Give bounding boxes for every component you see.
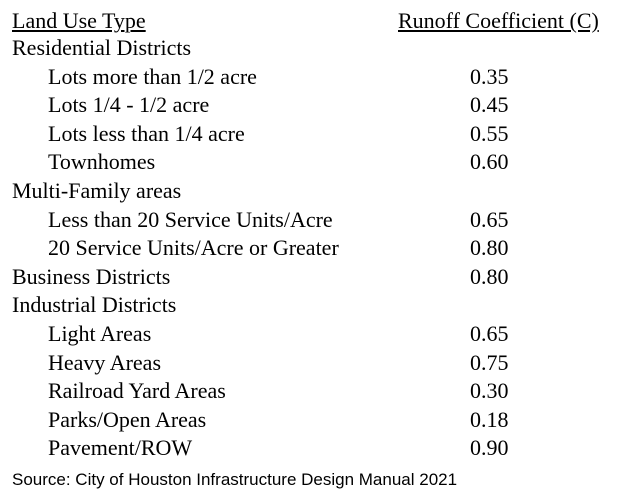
header-land-use-type: Land Use Type [12, 8, 146, 33]
row-label: Railroad Yard Areas [48, 378, 226, 404]
row-label: Lots less than 1/4 acre [48, 120, 245, 146]
row-label: Lots more than 1/2 acre [48, 63, 257, 89]
row-label: Industrial Districts [12, 292, 177, 318]
table-row [12, 434, 632, 463]
row-label: 20 Service Units/Acre or Greater [48, 235, 339, 261]
table-row [12, 206, 632, 235]
row-value: 0.65 [470, 206, 509, 232]
table-row [12, 91, 632, 120]
row-value: 0.65 [470, 320, 509, 346]
row-label: Parks/Open Areas [48, 406, 207, 432]
row-label: Pavement/ROW [48, 435, 193, 461]
row-value: 0.60 [470, 149, 509, 175]
table-row [12, 263, 632, 292]
table-row [12, 34, 632, 63]
row-label: Residential Districts [12, 35, 192, 60]
row-label: Business Districts [12, 263, 171, 289]
table-row [12, 377, 632, 406]
table-row [12, 234, 632, 263]
row-label: Heavy Areas [48, 349, 162, 375]
table-row [12, 320, 632, 349]
row-value: 0.80 [470, 235, 509, 261]
row-value: 0.30 [470, 378, 509, 404]
row-label: Lots 1/4 - 1/2 acre [48, 92, 210, 118]
row-value: 0.55 [470, 120, 509, 146]
row-value: 0.45 [470, 92, 509, 118]
table-row [12, 291, 632, 320]
header-runoff-coefficient: Runoff Coefficient (C) [398, 8, 599, 33]
source-citation: Source: City of Houston Infrastructure Design Manual 2021 [12, 470, 458, 489]
row-label: Less than 20 Service Units/Acre [48, 206, 333, 232]
row-value: 0.35 [470, 63, 509, 89]
runoff-coefficient-table [12, 4, 632, 463]
row-label: Townhomes [48, 149, 156, 175]
row-label: Light Areas [48, 320, 152, 346]
table-row [12, 349, 632, 378]
row-value: 0.80 [470, 263, 509, 289]
row-value: 0.18 [470, 406, 509, 432]
table-row [12, 177, 632, 206]
table-row [12, 406, 632, 435]
row-label: Multi-Family areas [12, 177, 182, 203]
table-row [12, 63, 632, 92]
table-row [12, 120, 632, 149]
table-header [12, 4, 632, 34]
row-value: 0.75 [470, 349, 509, 375]
table-row [12, 148, 632, 177]
row-value: 0.90 [470, 435, 509, 461]
